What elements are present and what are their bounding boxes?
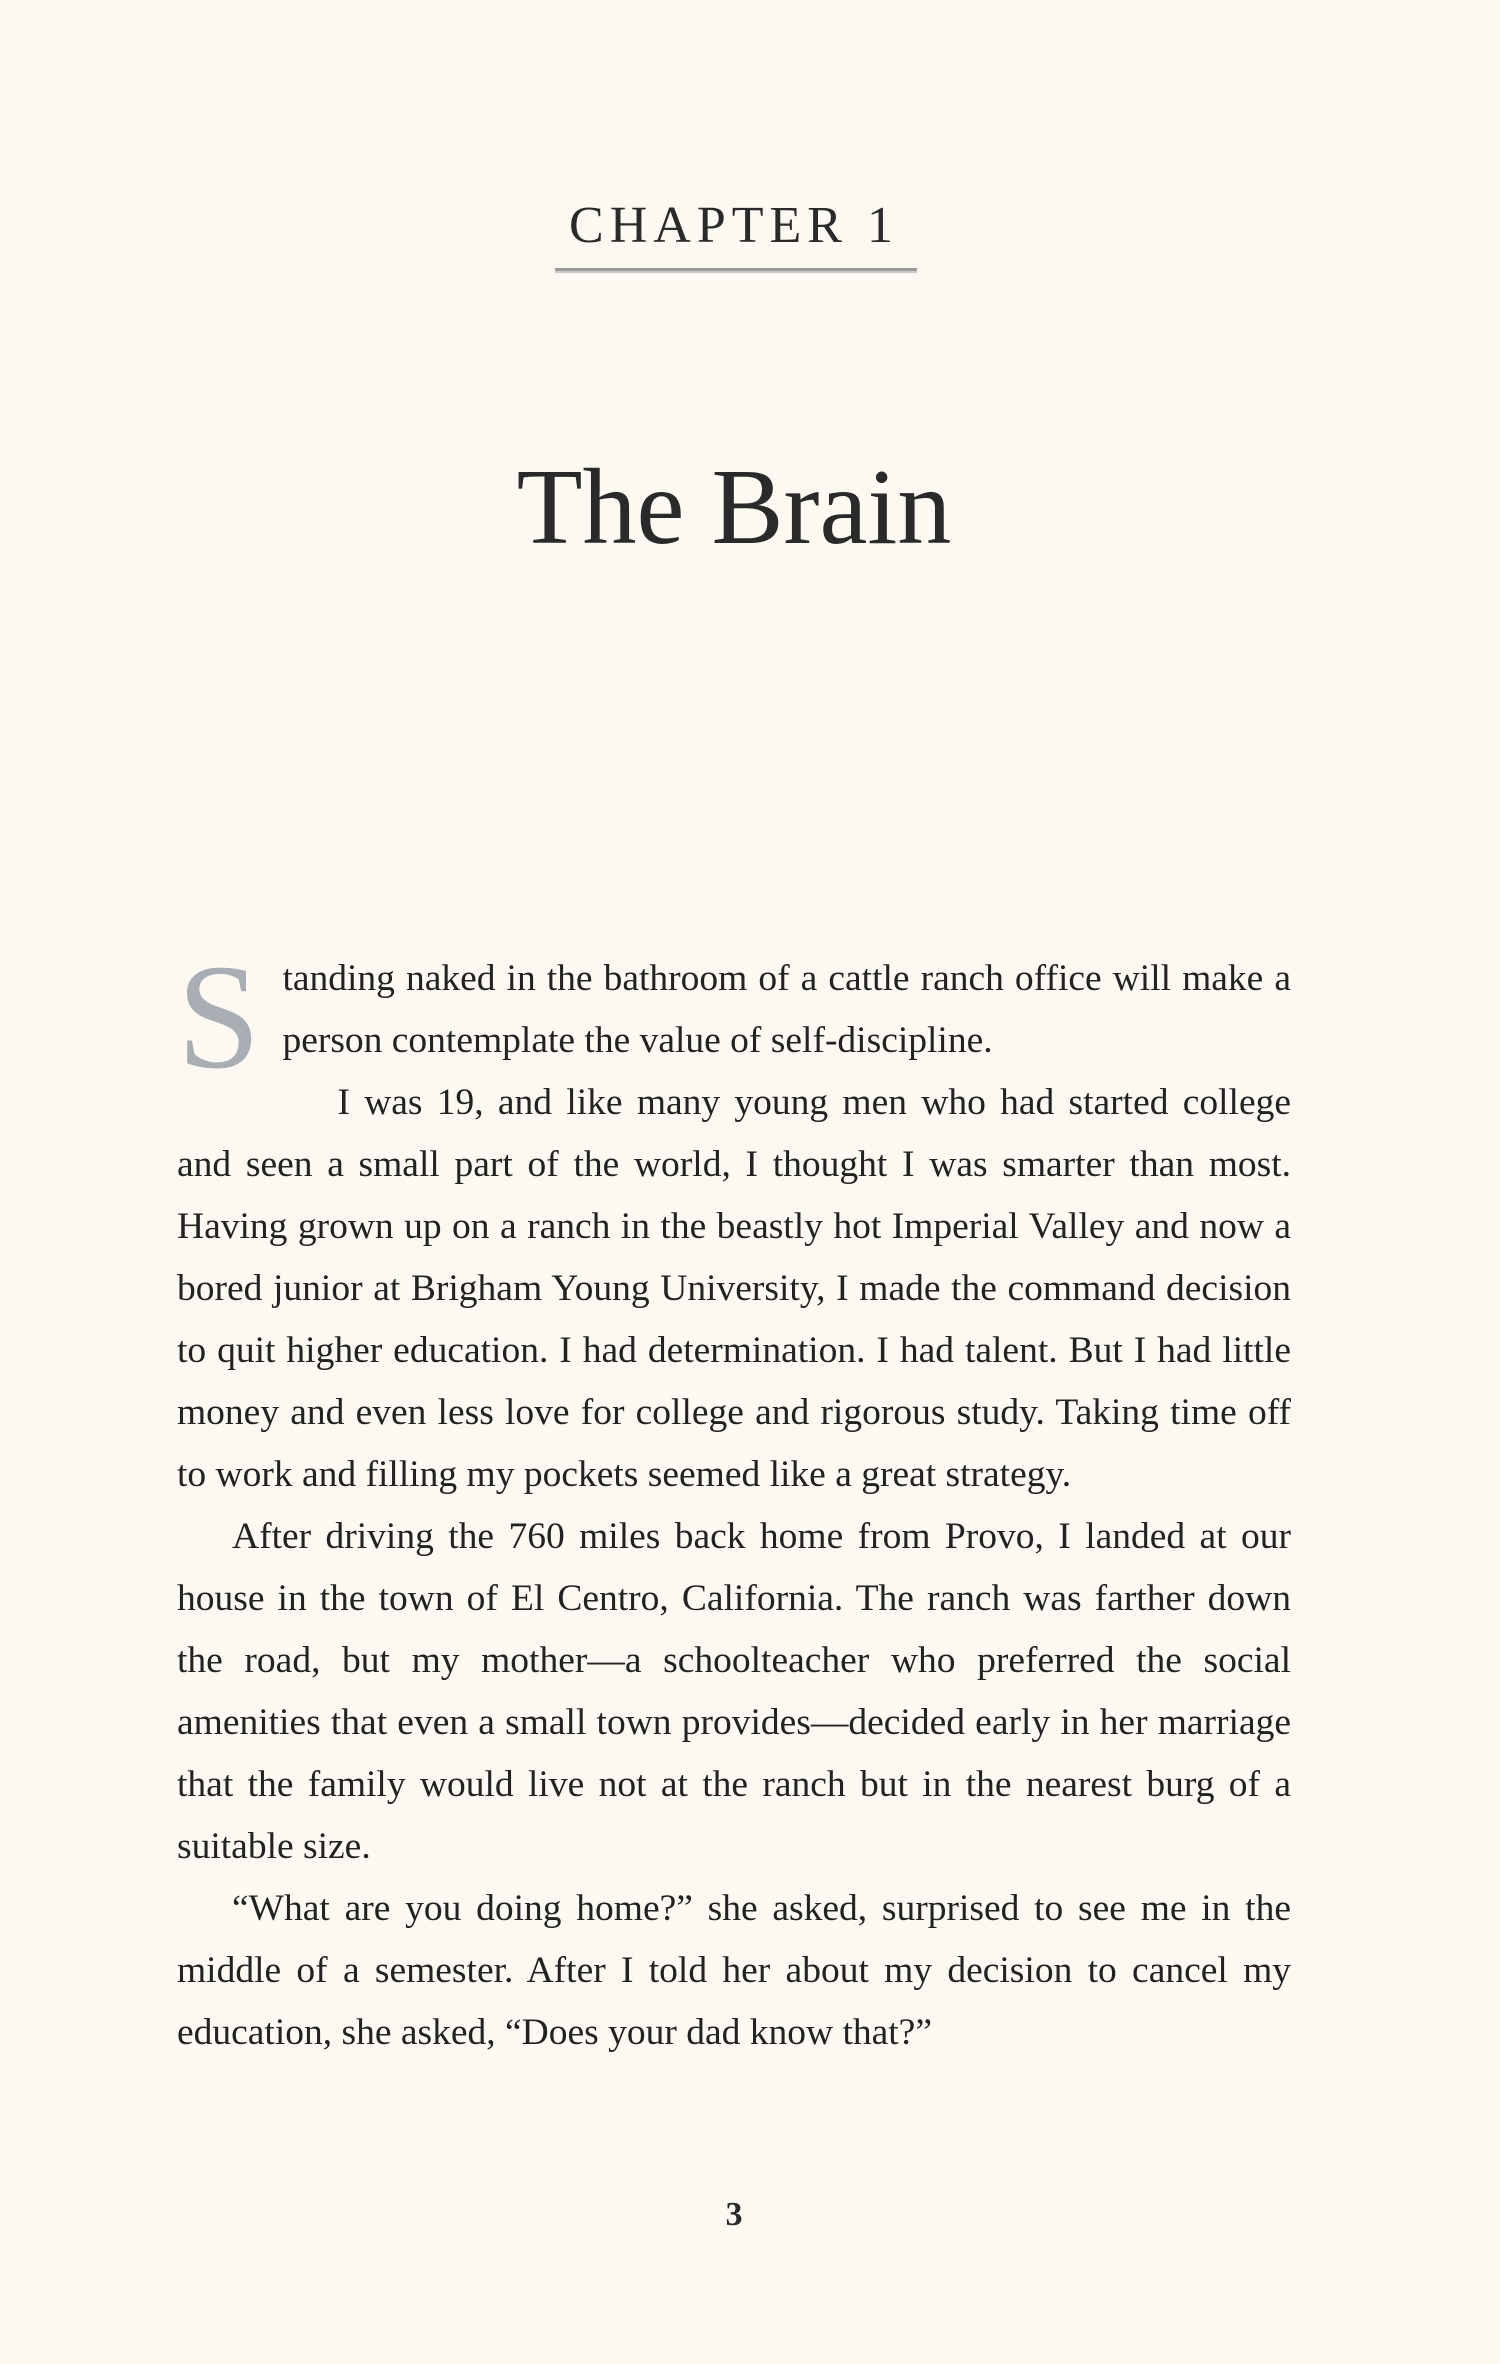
page-number: 3	[725, 2196, 743, 2233]
paragraph-1	[177, 934, 1291, 1100]
drop-cap: S	[177, 934, 261, 1100]
paragraph-4: “What are you doing home?” she asked, surprised to see me in the middle of a semester. After I told her about my decision to cancel my education, she asked, “Does your dad know that?”	[177, 1888, 1291, 2053]
chapter-title: The Brain	[516, 448, 952, 567]
paragraph-1-text: tanding naked in the bathroom of a cattle ranch office will make a person contemplate the value of self-discipline.	[282, 958, 1291, 1061]
chapter-divider	[555, 268, 917, 273]
paragraph-2: I was 19, and like many young men who had started college and seen a small part of the world, I thought I was smarter than most. Having grown up on a ranch in the beastly hot Imperial Valley and now a bored junior at Brigham Young University, I made the command decision to quit higher education. I had determination. I had talent. But I had little money and even less love for college and rigorous study. Taking time off to work and filling my pockets seemed like a great strategy.	[177, 1082, 1291, 1495]
chapter-label: CHAPTER 1	[569, 197, 899, 254]
chapter-body	[177, 934, 1291, 2064]
paragraph-3: After driving the 760 miles back home from Provo, I landed at our house in the town of El Centro, California. The ranch was farther down the road, but my mother—a schoolteacher who preferred the social amenities that even a small town provides—decided early in her marriage that the family would live not at the ranch but in the nearest burg of a suitable size.	[177, 1516, 1291, 1867]
